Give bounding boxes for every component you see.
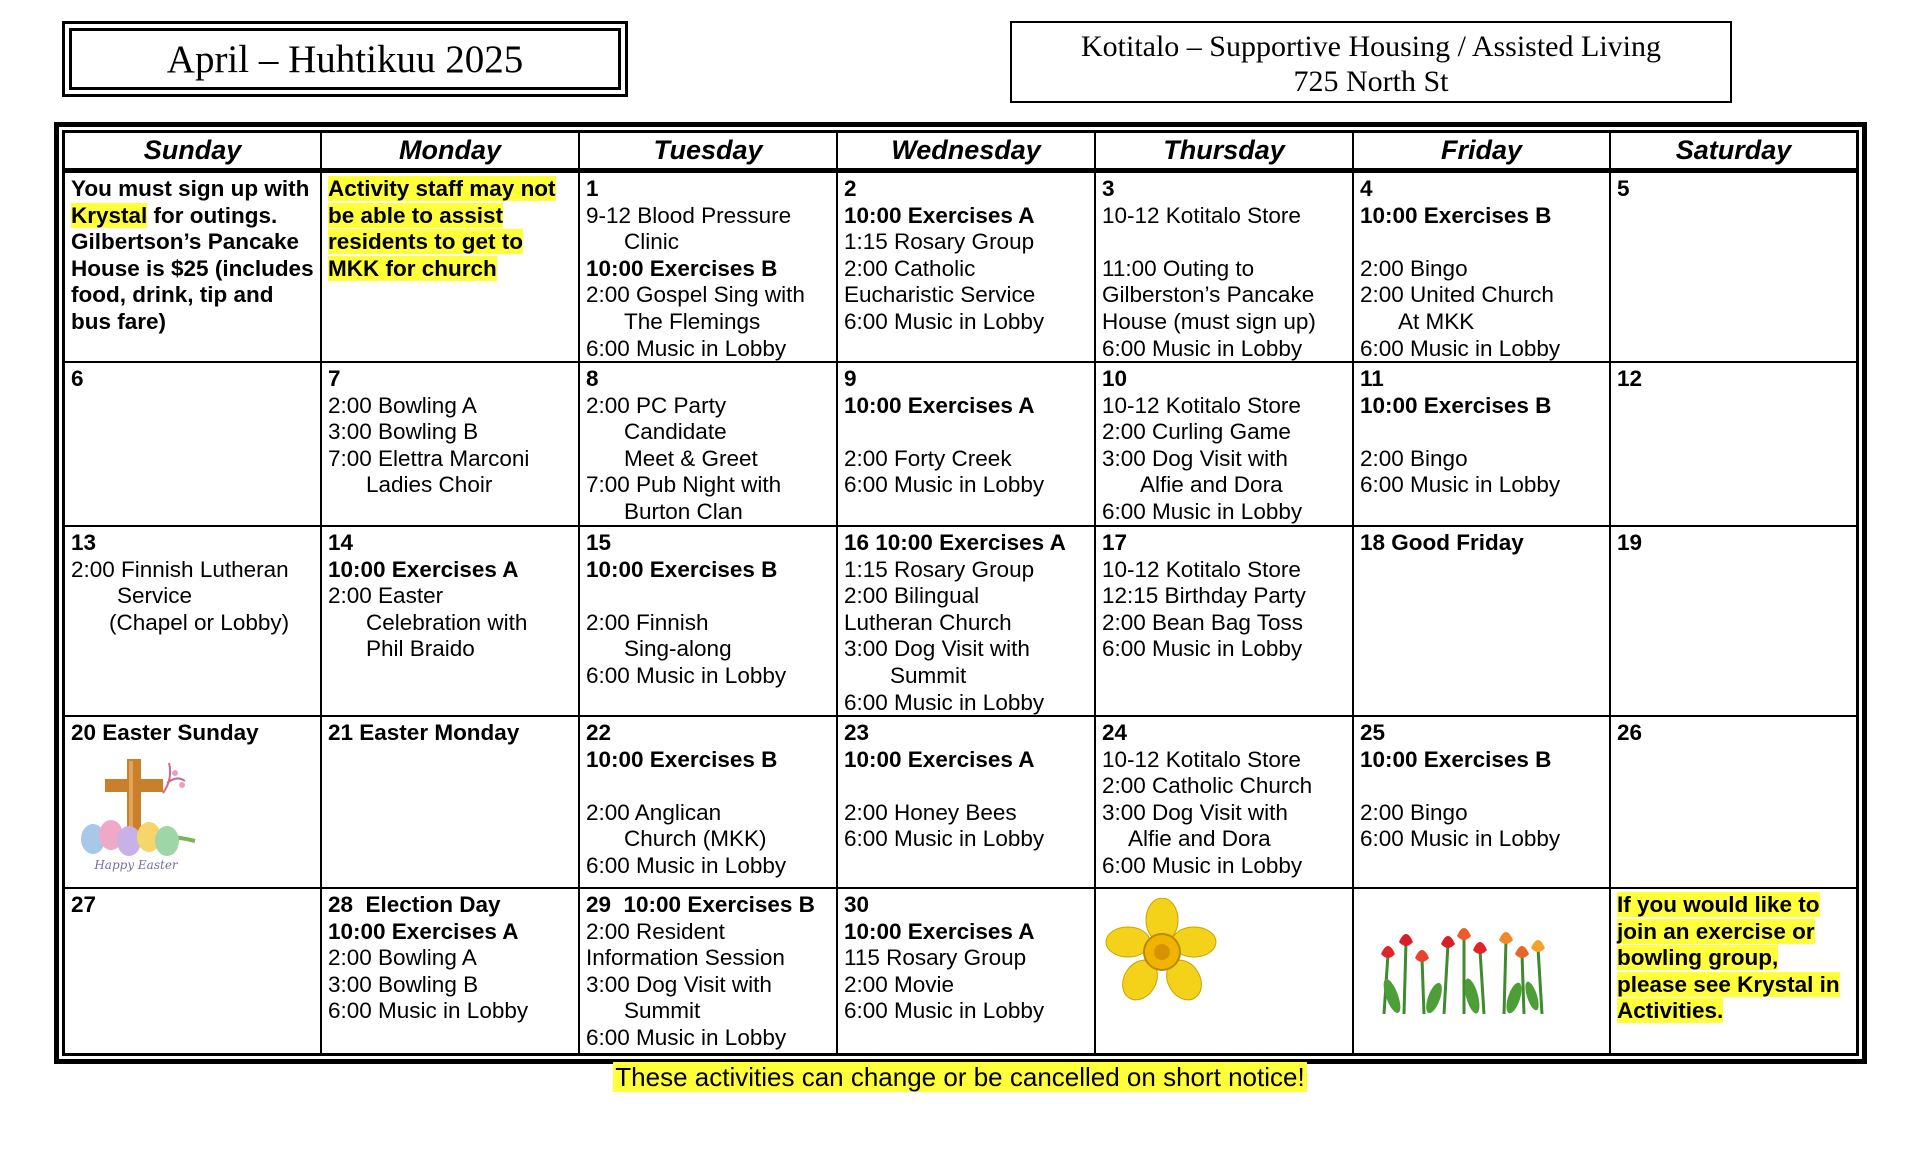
- day-cell-15: 15 10:00 Exercises B 2:00 Finnish Sing-along 6:00 Music in Lobby: [580, 527, 838, 717]
- day-cell-30: 30 10:00 Exercises A 115 Rosary Group 2:00 Movie 6:00 Music in Lobby: [838, 889, 1096, 1053]
- day-cell-1: 1 9-12 Blood Pressure Clinic 10:00 Exercises B 2:00 Gospel Sing with The Flemings 6:00 Music in Lobby: [580, 173, 838, 363]
- day-cell-12: 12: [1611, 363, 1856, 527]
- day-cell-22: 22 10:00 Exercises B 2:00 Anglican Church (MKK) 6:00 Music in Lobby: [580, 717, 838, 889]
- day-cell-4: 4 10:00 Exercises B 2:00 Bingo 2:00 United Church At MKK 6:00 Music in Lobby: [1354, 173, 1611, 363]
- calendar-grid: [62, 130, 1859, 1056]
- day-cell-13: 13 2:00 Finnish Lutheran Service (Chapel or Lobby): [65, 527, 322, 717]
- day-cell-20: 20 Easter Sunday Happy Easter: [65, 717, 322, 889]
- daffodil-cell: [1096, 889, 1354, 1053]
- day-cell-3: 3 10-12 Kotitalo Store 11:00 Outing to Gilberston’s Pancake House (must sign up) 6:00 Music in Lobby: [1096, 173, 1354, 363]
- weekday-header: Sunday: [65, 133, 322, 173]
- signup-note-cell: [65, 173, 322, 363]
- day-cell-6: 6: [65, 363, 322, 527]
- day-cell-18: 18 Good Friday: [1354, 527, 1611, 717]
- month-title: April – Huhtikuu 2025: [69, 28, 621, 90]
- day-cell-9: 9 10:00 Exercises A 2:00 Forty Creek 6:00 Music in Lobby: [838, 363, 1096, 527]
- day-cell-2: 2 10:00 Exercises A 1:15 Rosary Group 2:00 Catholic Eucharistic Service 6:00 Music in Lobby: [838, 173, 1096, 363]
- day-cell-7: 7 2:00 Bowling A 3:00 Bowling B 7:00 Elettra Marconi Ladies Choir: [322, 363, 580, 527]
- org-address: 725 North St: [1293, 65, 1449, 98]
- daffodil-icon: [1102, 898, 1346, 1015]
- day-cell-17: 17 10-12 Kotitalo Store 12:15 Birthday Party 2:00 Bean Bag Toss 6:00 Music in Lobby: [1096, 527, 1354, 717]
- weekday-header: Monday: [322, 133, 580, 173]
- org-info-box: [1010, 21, 1732, 103]
- join-group-note: If you would like to join an exercise or bowling group, please see Krystal in Activities.: [1617, 892, 1840, 1024]
- staff-notice: Activity staff may not be able to assist residents to get to MKK for church: [328, 176, 556, 281]
- weekday-header: Saturday: [1611, 133, 1856, 173]
- day-cell-14: 14 10:00 Exercises A 2:00 Easter Celebration with Phil Braido: [322, 527, 580, 717]
- day-cell-24: 24 10-12 Kotitalo Store 2:00 Catholic Church 3:00 Dog Visit with Alfie and Dora 6:00 Music in Lobby: [1096, 717, 1354, 889]
- day-cell-5: 5: [1611, 173, 1856, 363]
- calendar-frame: [54, 122, 1867, 1064]
- weekday-header: Thursday: [1096, 133, 1354, 173]
- month-title-box: [62, 21, 628, 97]
- weekday-header: Tuesday: [580, 133, 838, 173]
- day-cell-27: 27: [65, 889, 322, 1053]
- org-name: Kotitalo – Supportive Housing / Assisted Living: [1080, 30, 1661, 63]
- day-cell-26: 26: [1611, 717, 1856, 889]
- signup-note: You must sign up with Krystal for outings. Gilbertson’s Pancake House is $25 (includes food, drink, tip and bus fare): [71, 176, 314, 334]
- day-cell-28: 28 Election Day 10:00 Exercises A 2:00 Bowling A 3:00 Bowling B 6:00 Music in Lobby: [322, 889, 580, 1053]
- staff-notice-cell: [322, 173, 580, 363]
- day-cell-19: 19: [1611, 527, 1856, 717]
- day-cell-10: 10 10-12 Kotitalo Store 2:00 Curling Game 3:00 Dog Visit with Alfie and Dora 6:00 Music in Lobby: [1096, 363, 1354, 527]
- join-group-note-cell: [1611, 889, 1856, 1053]
- day-cell-29: 29 10:00 Exercises B 2:00 Resident Information Session 3:00 Dog Visit with Summit 6:00 Music in Lobby: [580, 889, 838, 1053]
- tulips-cell: [1354, 889, 1611, 1053]
- day-cell-16: 16 10:00 Exercises A 1:15 Rosary Group 2:00 Bilingual Lutheran Church 3:00 Dog Visit with Summit 6:00 Music in Lobby: [838, 527, 1096, 717]
- weekday-header: Friday: [1354, 133, 1611, 173]
- day-cell-25: 25 10:00 Exercises B 2:00 Bingo 6:00 Music in Lobby: [1354, 717, 1611, 889]
- easter-caption: Happy Easter: [94, 857, 178, 872]
- day-cell-11: 11 10:00 Exercises B 2:00 Bingo 6:00 Music in Lobby: [1354, 363, 1611, 527]
- day-cell-21: 21 Easter Monday: [322, 717, 580, 889]
- easter-cross-icon: [71, 753, 314, 880]
- weekday-header: Wednesday: [838, 133, 1096, 173]
- footer-notice: These activities can change or be cancelled on short notice!: [615, 1062, 1305, 1092]
- day-cell-23: 23 10:00 Exercises A 2:00 Honey Bees 6:00 Music in Lobby: [838, 717, 1096, 889]
- day-cell-8: 8 2:00 PC Party Candidate Meet & Greet 7:00 Pub Night with Burton Clan: [580, 363, 838, 527]
- tulips-icon: [1360, 898, 1603, 1021]
